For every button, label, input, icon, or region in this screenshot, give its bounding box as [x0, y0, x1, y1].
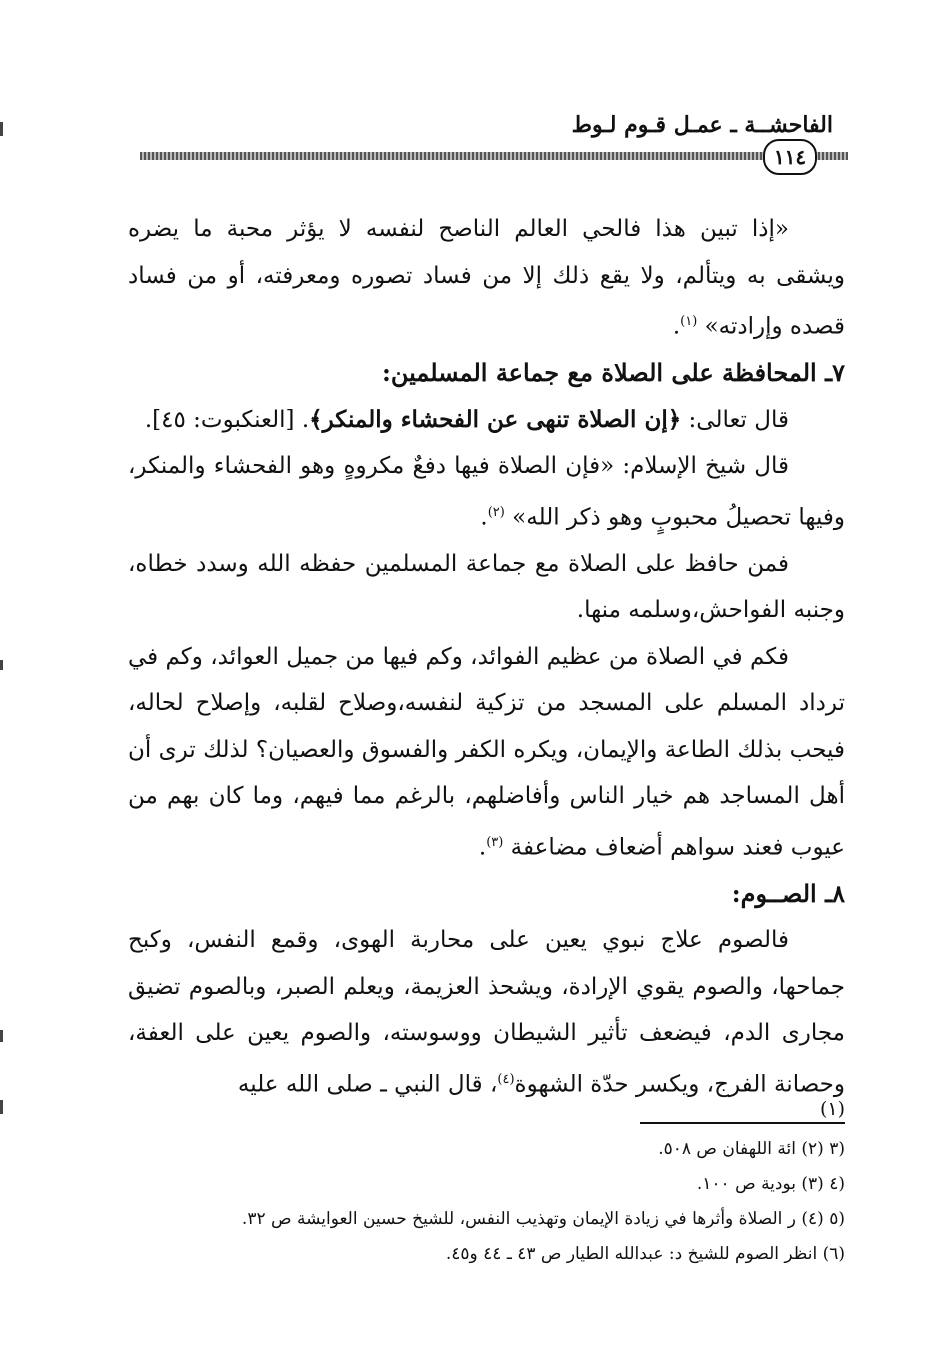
footnote-ref: (٣) — [486, 834, 504, 850]
section-heading-fasting: ٨ـ الصــوم: — [731, 878, 845, 908]
footnote-ref: (٤) — [497, 1071, 515, 1087]
footnotes — [120, 1132, 845, 1272]
header-rule — [140, 152, 844, 160]
footnote-item: (٤ (٣) بودية ص ١٠٠. — [696, 1174, 845, 1194]
scan-edge-mark — [0, 122, 3, 136]
paragraph-benefits: فكم في الصلاة من عظيم الفوائد، وكم فيها من جميل العوائد، وكم في ترداد المسلم على المسجد من تزكية لنفسه،وصلاح لقلبه، وإصلاح لحاله، فيحب بذلك الطاعة والإيمان، ويكره الكفر والفسوق والعصيان؟ لذلك ترى أن أهل المساجد هم خيار الناس وأفاضلهم، بالرغم مما فيهم، وما كان بهم من عيوب فعند سواهم أضعاف مضاعفة $^{(٣)}$. — [128, 643, 845, 861]
scan-edge-mark — [0, 1100, 3, 1114]
main-text — [128, 206, 845, 1108]
footnote-item: (٦) انظر الصوم للشيخ د: عبدالله الطيار ص ٤٣ ـ ٤٤ و٤٥. — [445, 1244, 845, 1264]
footnote-item: (٣ (٢) ائة اللهفان ص ٥٠٨. — [658, 1139, 845, 1159]
footnote-marker: (١) — [819, 1098, 845, 1120]
section-heading-prayer: ٧ـ المحافظة على الصلاة مع جماعة المسلمين: — [382, 358, 845, 388]
paragraph-preservation: فمن حافظ على الصلاة مع جماعة المسلمين حفظه الله وسدد خطاه، وجنبه الفواحش،وسلمه منها. — [128, 550, 845, 624]
scan-edge-mark — [0, 660, 3, 670]
header-rule-end — [814, 152, 848, 160]
paragraph-fasting: فالصوم علاج نبوي يعين على محاربة الهوى، وقمع النفس، وكبح جماحها، والصوم يقوي الإرادة، ويشحذ العزيمة، ويعلم الصبر، وبالصوم تضيق مجارى الدم، فيضعف تأثير الشيطان ووسوسته، والصوم يعين على العفة، وحصانة الفرج، ويكسر حدّة الشهوة$^{(٤)}$، قال النبي ـ صلى الله عليه — [128, 927, 845, 1098]
scan-edge-mark — [0, 1030, 3, 1042]
page-number: ١١٤ — [763, 139, 817, 175]
footnote-ref: (١) — [680, 314, 698, 329]
running-title: الفاحشــة ـ عمـل قـوم لـوط — [571, 112, 833, 138]
paragraph-quote: «إذا تبين هذا فالحي العالم الناصح لنفسه لا يؤثر محبة ما يضره ويشقى به ويتألم، ولا يقع ذلك إلا من فساد تصوره ومعرفته، أو من فساد قصده وإرادته» $^{(١)}$. — [128, 216, 845, 340]
footnote-divider — [640, 1122, 845, 1124]
footnote-item: (٥ (٤) ر الصلاة وأثرها في زيادة الإيمان وتهذيب النفس، للشيخ حسين العوايشة ص ٣٢. — [241, 1209, 845, 1229]
paragraph-ibn-taymiyyah: قال شيخ الإسلام: «فإن الصلاة فيها دفعٌ مكروهٍ وهو الفحشاء والمنكر، وفيها تحصيلُ محبوبٍ وهو ذكر الله» $^{(٢)}$. — [128, 453, 845, 531]
paragraph-verse: قال تعالى: ﴿إن الصلاة تنهى عن الفحشاء والمنكر﴾. [العنكبوت: ٤٥]. — [144, 405, 789, 433]
footnote-ref: (٢) — [487, 504, 505, 520]
quran-verse: ﴿إن الصلاة تنهى عن الفحشاء والمنكر﴾ — [309, 405, 682, 433]
